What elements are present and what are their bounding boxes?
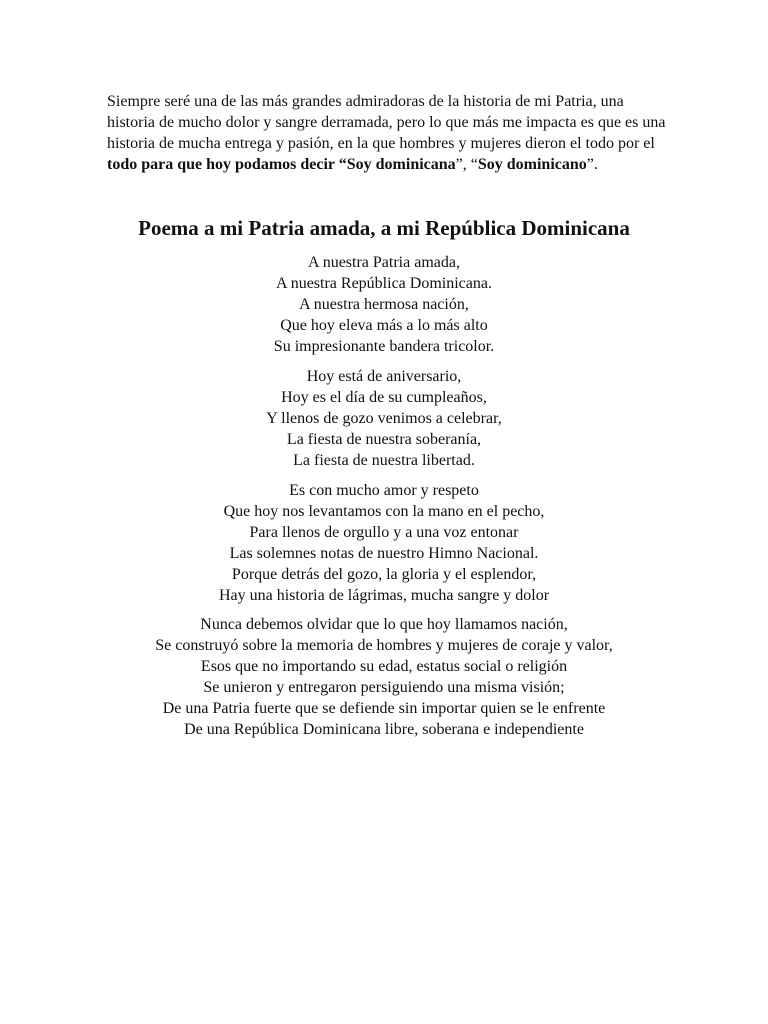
poem-line: Que hoy nos levantamos con la mano en el pecho, [223, 503, 545, 520]
poem-line: La fiesta de nuestra soberanía, [286, 431, 482, 448]
poem-line: La fiesta de nuestra libertad. [293, 452, 475, 469]
poem-line: Su impresionante bandera tricolor. [273, 338, 495, 355]
intro-line-5-bold2: Soy dominicano [477, 156, 587, 173]
poem-line: Se unieron y entregaron persiguiendo una misma visión; [203, 679, 565, 696]
poem-line: Esos que no importando su edad, estatus social o religión [200, 658, 568, 675]
poem-line: A nuestra Patria amada, [308, 254, 460, 271]
intro-paragraph [107, 91, 667, 175]
intro-line-4-plain: mujeres dieron el todo por el [470, 135, 655, 152]
poem-stanza [0, 366, 768, 471]
poem-line: A nuestra República Dominicana. [276, 275, 492, 292]
poem-line: Hay una historia de lágrimas, mucha sangre y dolor [218, 587, 550, 604]
poem-line: Es con mucho amor y respeto [289, 482, 479, 499]
poem-line: A nuestra hermosa nación, [299, 296, 469, 313]
intro-line: Siempre seré una de las más grandes admiradoras de la historia de mi [107, 93, 552, 110]
poem-title: Poema a mi Patria amada, a mi República Dominicana [138, 216, 630, 240]
poem-line: Hoy es el día de su cumpleaños, [281, 389, 487, 406]
intro-line-4-bold: todo para que hoy podamos decir [107, 156, 335, 173]
poem-line: De una República Dominicana libre, soberana e independiente [184, 721, 584, 738]
poem-line: Las solemnes notas de nuestro Himno Nacional. [229, 545, 539, 562]
poem-line: De una Patria fuerte que se defiende sin importar quien se le enfrente [162, 700, 606, 717]
poem-line: Se construyó sobre la memoria de hombres y mujeres de coraje y valor, [155, 637, 613, 654]
intro-line-5-bold: dominicana [375, 156, 456, 173]
intro-line-5-mid: ”, “ [455, 156, 478, 173]
intro-line-4-tail: “Soy [334, 156, 372, 173]
poem-stanza [0, 252, 768, 357]
poem-line: Porque detrás del gozo, la gloria y el esplendor, [231, 566, 537, 583]
poem-line: Nunca debemos olvidar que lo que hoy llamamos nación, [200, 616, 568, 633]
poem-stanza [0, 480, 768, 606]
poem-line: Para llenos de orgullo y a una voz entonar [249, 524, 519, 541]
intro-line-5-end: ”. [586, 156, 598, 173]
intro-line: Patria, una historia de mucho dolor y sangre derramada, pero lo que más me [107, 93, 624, 131]
poem-line: Que hoy eleva más a lo más alto [280, 317, 488, 334]
poem-stanza [0, 614, 768, 740]
poem-line: Y llenos de gozo venimos a celebrar, [266, 410, 502, 427]
poem-line: Hoy está de aniversario, [306, 368, 462, 385]
intro-line: impacta es que es una historia de mucha entrega y pasión, en la que hombres y [107, 114, 666, 152]
